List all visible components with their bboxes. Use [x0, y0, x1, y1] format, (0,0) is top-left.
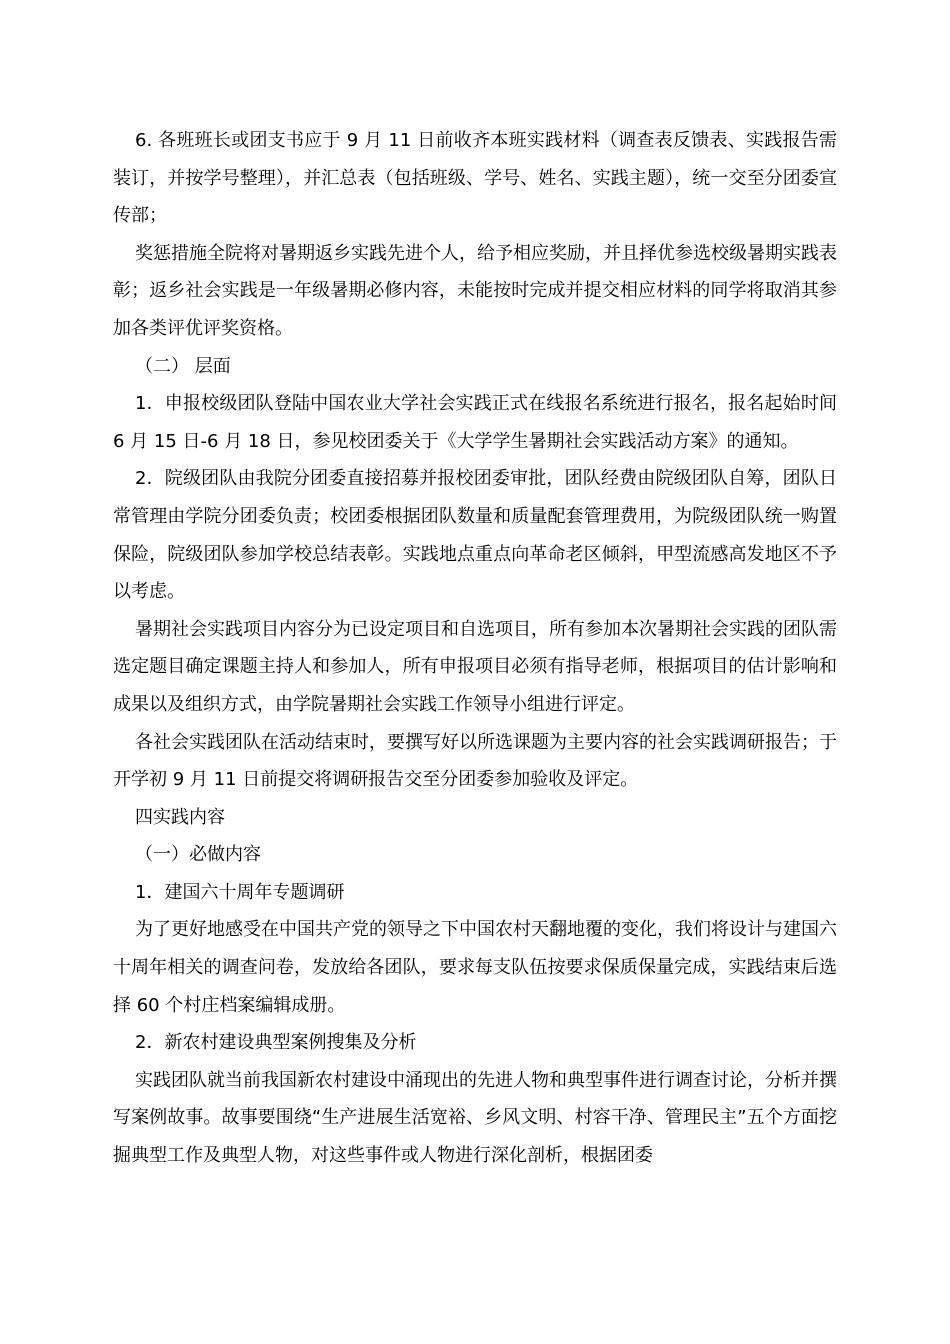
item-heading-case-collection: 2．新农村建设典型案例搜集及分析: [135, 1032, 417, 1054]
document-body: [113, 122, 837, 1175]
paragraph-anniversary-survey: 为了更好地感受在中国共产党的领导之下中国农村天翻地覆的变化，我们将设计与建国六十周年相关的调查问卷，发放给各团队，要求每支队伍按要求保质保量完成，实践结束后选择 60 个村庄档案编辑成册。: [113, 919, 837, 1016]
section-heading-practice-content: 四实践内容: [135, 806, 225, 828]
paragraph-college-team: 2．院级团队由我院分团委直接招募并报校团委审批，团队经费由院级团队自筹，团队日常管理由学院分团委负责；校团委根据团队数量和质量配套管理费用，为院级团队统一购置保险，院级团队参加学校总结表彰。实践地点重点向革命老区倾斜，甲型流感高发地区不予以考虑。: [113, 468, 837, 603]
paragraph-rewards-penalties: 奖惩措施全院将对暑期返乡实践先进个人，给予相应奖励，并且择优参选校级暑期实践表彰；返乡社会实践是一年级暑期必修内容，未能按时完成并提交相应材料的同学将取消其参加各类评优评奖资格。: [113, 242, 837, 339]
paragraph-report-submission: 各社会实践团队在活动结束时，要撰写好以所选课题为主要内容的社会实践调研报告；于开学初 9 月 11 日前提交将调研报告交至分团委参加验收及评定。: [113, 731, 837, 791]
section-heading-level: （二） 层面: [135, 355, 231, 377]
paragraph-project-content: 暑期社会实践项目内容分为已设定项目和自选项目，所有参加本次暑期社会实践的团队需选定题目确定课题主持人和参加人，所有申报项目必须有指导老师，根据项目的估计影响和成果以及组织方式，由学院暑期社会实践工作领导小组进行评定。: [113, 618, 837, 715]
paragraph-school-team-registration: 1．申报校级团队登陆中国农业大学社会实践正式在线报名系统进行报名，报名起始时间 6 月 15 日-6 月 18 日，参见校团委关于《大学学生暑期社会实践活动方案》的通知。: [113, 393, 837, 452]
paragraph-case-collection: 实践团队就当前我国新农村建设中涌现出的先进人物和典型事件进行调查讨论，分析并撰写案例故事。故事要围绕“生产进展生活宽裕、乡风文明、村容干净、管理民主”五个方面挖掘典型工作及典型人物，对这些事件或人物进行深化剖析，根据团委: [113, 1069, 837, 1167]
item-heading-anniversary-survey: 1．建国六十周年专题调研: [135, 881, 345, 903]
paragraph-class-materials: 6. 各班班长或团支书应于 9 月 11 日前收齐本班实践材料（调查表反馈表、实践报告需装订，并按学号整理），并汇总表（包括班级、学号、姓名、实践主题），统一交至分团委宣传部；: [113, 130, 837, 227]
subsection-heading-required: （一）必做内容: [135, 844, 261, 866]
